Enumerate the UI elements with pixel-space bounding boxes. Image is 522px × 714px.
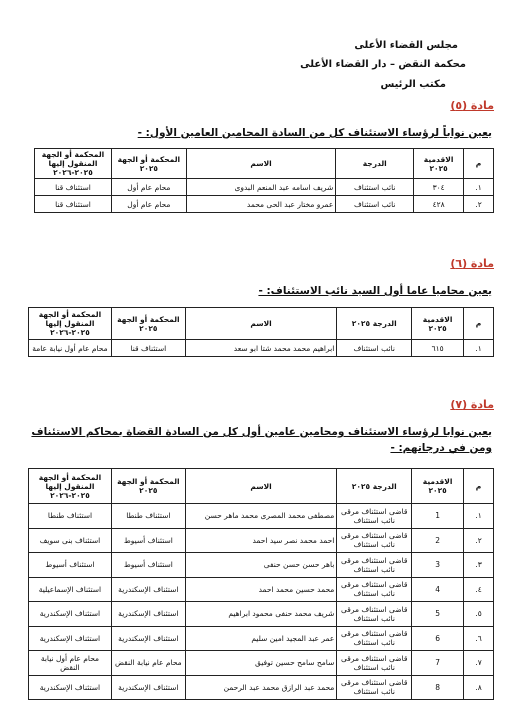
header-court: محكمة النقض – دار القضاء الأعلى — [300, 59, 466, 70]
table-cell: محام عام أول نيابة النقض — [29, 651, 112, 676]
table-cell: ٢. — [464, 196, 494, 213]
article-5-table — [34, 148, 494, 213]
article-7-title: مادة (٧) — [450, 398, 494, 411]
table-cell: 6 — [412, 626, 464, 651]
article-5-heading: يعين نواباً لرؤساء الاستئناف كل من السادة المحامين العامين الأول: - — [137, 127, 492, 139]
table-cell: ابراهيم محمد محمد شتا ابو سعد — [185, 340, 337, 357]
column-header: المحكمة أو الجهة المنقول إليها ٢٠٢٥-٢٠٢٦ — [29, 308, 112, 340]
column-header: الاسم — [185, 469, 337, 504]
table-cell: استئناف قنا — [35, 179, 112, 196]
table-cell: استئناف الإسكندرية — [29, 675, 112, 700]
table-row — [29, 340, 494, 357]
column-header: الدرجة ٢٠٢٥ — [337, 469, 412, 504]
table-cell: قاضى استئناف مرقى نائب استئناف — [337, 504, 412, 529]
table-row — [29, 602, 494, 627]
table-cell: سامح سامح حسين توفيق — [185, 651, 337, 676]
table-cell: قاضى استئناف مرقى نائب استئناف — [337, 651, 412, 676]
column-header: الدرجة ٢٠٢٥ — [337, 308, 412, 340]
table-cell: قاضى استئناف مرقى نائب استئناف — [337, 602, 412, 627]
article-7-table — [28, 468, 494, 700]
table-row — [29, 504, 494, 529]
table-cell: 2 — [412, 528, 464, 553]
column-header: م — [464, 149, 494, 179]
table-cell: استئناف الإسكندرية — [29, 602, 112, 627]
table-cell: استئناف الإسكندرية — [111, 626, 185, 651]
column-header: الاسم — [185, 308, 337, 340]
table-cell: استئناف قنا — [35, 196, 112, 213]
table-cell: قاضى استئناف مرقى نائب استئناف — [337, 528, 412, 553]
table-cell: استئناف الإسكندرية — [29, 626, 112, 651]
article-6-heading: يعين محاميا عاما أول السيد نائب الاستئناف: - — [258, 285, 492, 297]
table-cell: محام عام نيابة النقض — [111, 651, 185, 676]
table-cell: محمد عبد الرازق محمد عبد الرحمن — [185, 675, 337, 700]
table-cell: ٤. — [464, 577, 494, 602]
column-header: م — [464, 469, 494, 504]
column-header: م — [464, 308, 494, 340]
table-row — [29, 553, 494, 578]
table-row — [35, 196, 494, 213]
column-header: الاسم — [186, 149, 336, 179]
table-cell: ٣. — [464, 553, 494, 578]
table-cell: نائب استئناف — [336, 196, 414, 213]
table-cell: 8 — [412, 675, 464, 700]
table-cell: قاضى استئناف مرقى نائب استئناف — [337, 553, 412, 578]
table-cell: محام عام أول — [111, 196, 186, 213]
table-cell: احمد محمد نصر سيد احمد — [185, 528, 337, 553]
column-header: المحكمة أو الجهة ٢٠٢٥ — [111, 469, 185, 504]
table-cell: استئناف الإسماعيلية — [29, 577, 112, 602]
article-5-title: مادة (٥) — [450, 99, 494, 112]
table-cell: ٢. — [464, 528, 494, 553]
table-cell: محام عام أول — [111, 179, 186, 196]
table-cell: استئناف أسيوط — [111, 528, 185, 553]
article-7-heading: يعين نوابا لرؤساء الاستئناف ومحامين عامين أول كل من السادة القضاة بمحاكم الاستئناف ومن في درجاتهم: - — [31, 426, 492, 454]
table-cell: ٦. — [464, 626, 494, 651]
article-6-title: مادة (٦) — [450, 257, 494, 270]
table-cell: 3 — [412, 553, 464, 578]
table-cell: ٨. — [464, 675, 494, 700]
column-header: الاقدمية ٢٠٢٥ — [412, 308, 464, 340]
table-cell: استئناف طنطا — [111, 504, 185, 529]
table-cell: ٣٠٤ — [414, 179, 464, 196]
table-cell: ٥. — [464, 602, 494, 627]
table-cell: محام عام أول نيابة عامة — [29, 340, 112, 357]
table-row — [29, 651, 494, 676]
header-office: مكتب الرئيس — [380, 79, 446, 90]
table-cell: ٦١٥ — [412, 340, 464, 357]
table-cell: قاضى استئناف مرقى نائب استئناف — [337, 626, 412, 651]
table-cell: 4 — [412, 577, 464, 602]
table-cell: شريف محمد حنفى محمود ابراهيم — [185, 602, 337, 627]
table-cell: استئناف الإسكندرية — [111, 675, 185, 700]
column-header: المحكمة أو الجهة المنقول إليها ٢٠٢٥-٢٠٢٦ — [35, 149, 112, 179]
column-header: الدرجة — [336, 149, 414, 179]
table-row — [29, 626, 494, 651]
table-cell: استئناف أسيوط — [29, 553, 112, 578]
table-cell: نائب استئناف — [336, 179, 414, 196]
table-cell: 1 — [412, 504, 464, 529]
table-cell: استئناف أسيوط — [111, 553, 185, 578]
table-cell: ٤٢٨ — [414, 196, 464, 213]
article-6-table — [28, 307, 494, 357]
table-cell: 5 — [412, 602, 464, 627]
column-header: الاقدمية ٢٠٢٥ — [414, 149, 464, 179]
column-header: الاقدمية ٢٠٢٥ — [412, 469, 464, 504]
table-cell: استئناف طنطا — [29, 504, 112, 529]
table-row — [35, 179, 494, 196]
table-cell: 7 — [412, 651, 464, 676]
table-cell: ١. — [464, 504, 494, 529]
table-cell: شريف اسامه عبد المنعم البدوى — [186, 179, 336, 196]
table-cell: عمر عبد المجيد امين سليم — [185, 626, 337, 651]
table-cell: ١. — [464, 340, 494, 357]
table-cell: ٧. — [464, 651, 494, 676]
table-cell: نائب استئناف — [337, 340, 412, 357]
column-header: المحكمة أو الجهة ٢٠٢٥ — [111, 149, 186, 179]
column-header: المحكمة أو الجهة المنقول إليها ٢٠٢٥-٢٠٢٦ — [29, 469, 112, 504]
table-row — [29, 675, 494, 700]
table-cell: مصطفى محمد المصرى محمد ماهر حسن — [185, 504, 337, 529]
table-cell: قاضى استئناف مرقى نائب استئناف — [337, 577, 412, 602]
table-cell: عمرو مختار عبد الحى محمد — [186, 196, 336, 213]
table-cell: استئناف الإسكندرية — [111, 577, 185, 602]
table-cell: ١. — [464, 179, 494, 196]
table-row — [29, 577, 494, 602]
table-cell: قاضى استئناف مرقى نائب استئناف — [337, 675, 412, 700]
table-cell: استئناف قنا — [111, 340, 185, 357]
table-cell: محمد حسين محمد احمد — [185, 577, 337, 602]
table-row — [29, 528, 494, 553]
header-council: مجلس القضاء الأعلى — [354, 40, 458, 51]
table-cell: استئناف الإسكندرية — [111, 602, 185, 627]
table-cell: باهر حسن حسن حنفى — [185, 553, 337, 578]
table-cell: استئناف بنى سويف — [29, 528, 112, 553]
column-header: المحكمة أو الجهة ٢٠٢٥ — [111, 308, 185, 340]
